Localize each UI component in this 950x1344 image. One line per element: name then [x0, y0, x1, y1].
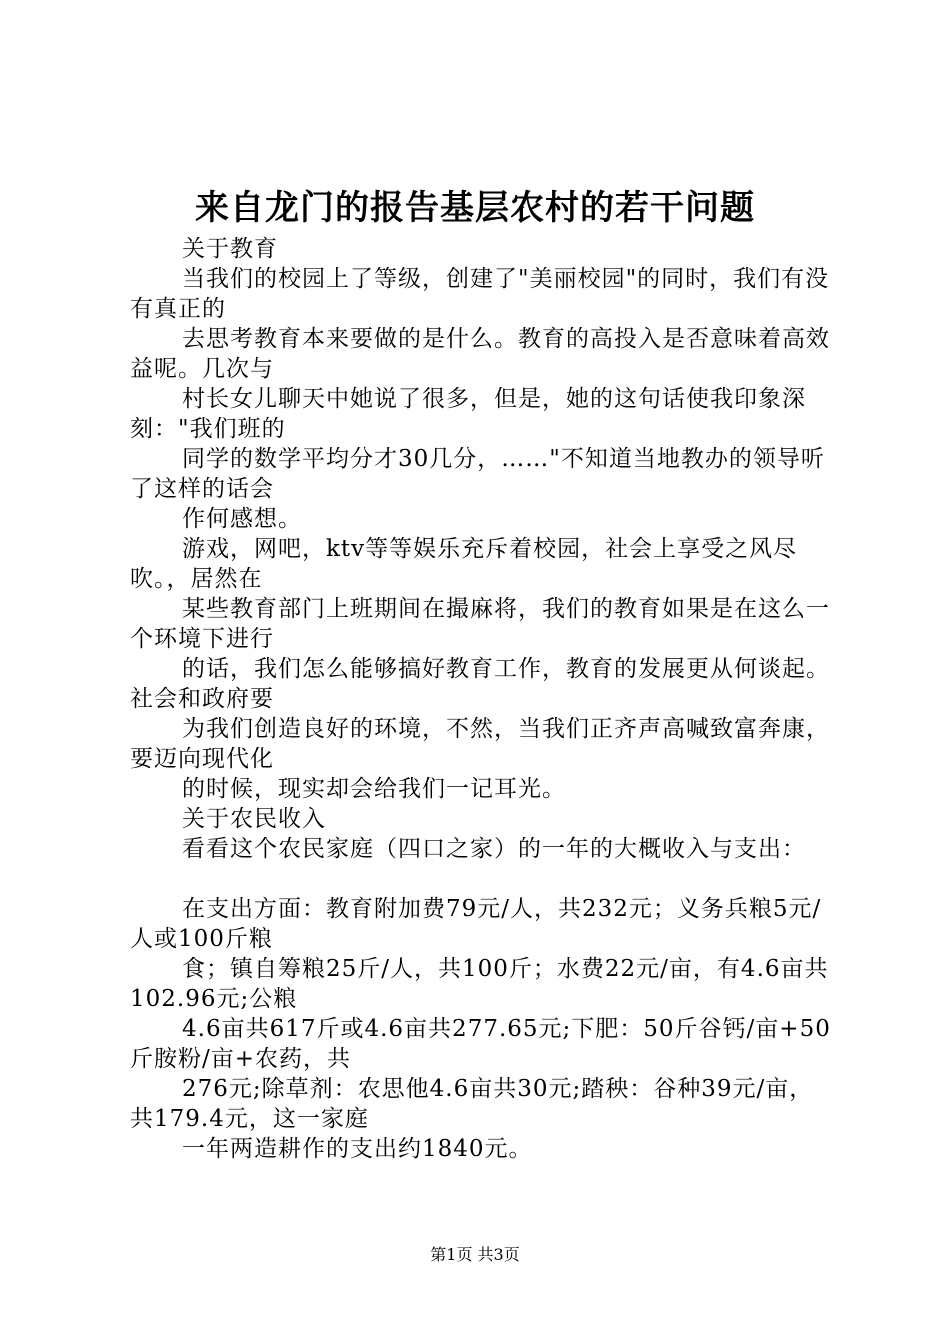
paragraph: 去思考教育本来要做的是什么。教育的高投入是否意味着高效益呢。几次与 — [130, 326, 830, 382]
paragraph: 276元;除草剂：农思他4.6亩共30元;踏秧：谷种39元/亩，共179.4元，这一家庭 — [130, 1076, 814, 1132]
paragraph: 村长女儿聊天中她说了很多，但是，她的这句话使我印象深刻："我们班的 — [130, 386, 806, 442]
paragraph: 同学的数学平均分才30几分，……"不知道当地教办的领导听了这样的话会 — [130, 446, 825, 502]
paragraph: 当我们的校园上了等级，创建了"美丽校园"的同时，我们有没有真正的 — [130, 266, 830, 322]
paragraph: 游戏，网吧，ktv等等娱乐充斥着校园，社会上享受之风尽吹。，居然在 — [130, 536, 798, 592]
paragraph-education-heading: 关于教育 — [182, 236, 278, 262]
document-body — [130, 234, 834, 1164]
paragraph: 食；镇自筹粮25斤/人，共100斤；水费22元/亩，有4.6亩共102.96元;公粮 — [130, 956, 829, 1012]
paragraph-income-heading: 关于农民收入 — [182, 806, 326, 832]
paragraph: 看看这个农民家庭（四口之家）的一年的大概收入与支出： — [182, 836, 806, 862]
paragraph: 某些教育部门上班期间在撮麻将，我们的教育如果是在这么一个环境下进行 — [130, 596, 830, 652]
paragraph: 的时候，现实却会给我们一记耳光。 — [182, 776, 566, 802]
paragraph: 作何感想。 — [182, 506, 302, 532]
paragraph: 4.6亩共617斤或4.6亩共277.65元;下肥：50斤谷钙/亩+50斤胺粉/亩+农药，共 — [130, 1016, 831, 1072]
paragraph: 为我们创造良好的环境，不然，当我们正齐声高喊致富奔康，要迈向现代化 — [130, 716, 830, 772]
paragraph: 在支出方面：教育附加费79元/人，共232元；义务兵粮5元/人或100斤粮 — [130, 896, 822, 952]
paragraph: 的话，我们怎么能够搞好教育工作，教育的发展更从何谈起。社会和政府要 — [130, 656, 830, 712]
blank-line — [130, 864, 834, 894]
paragraph: 一年两造耕作的支出约1840元。 — [182, 1136, 533, 1162]
document-title: 来自龙门的报告基层农村的若干问题 — [195, 188, 755, 228]
page-footer: 第1页 共3页 — [430, 1245, 520, 1264]
